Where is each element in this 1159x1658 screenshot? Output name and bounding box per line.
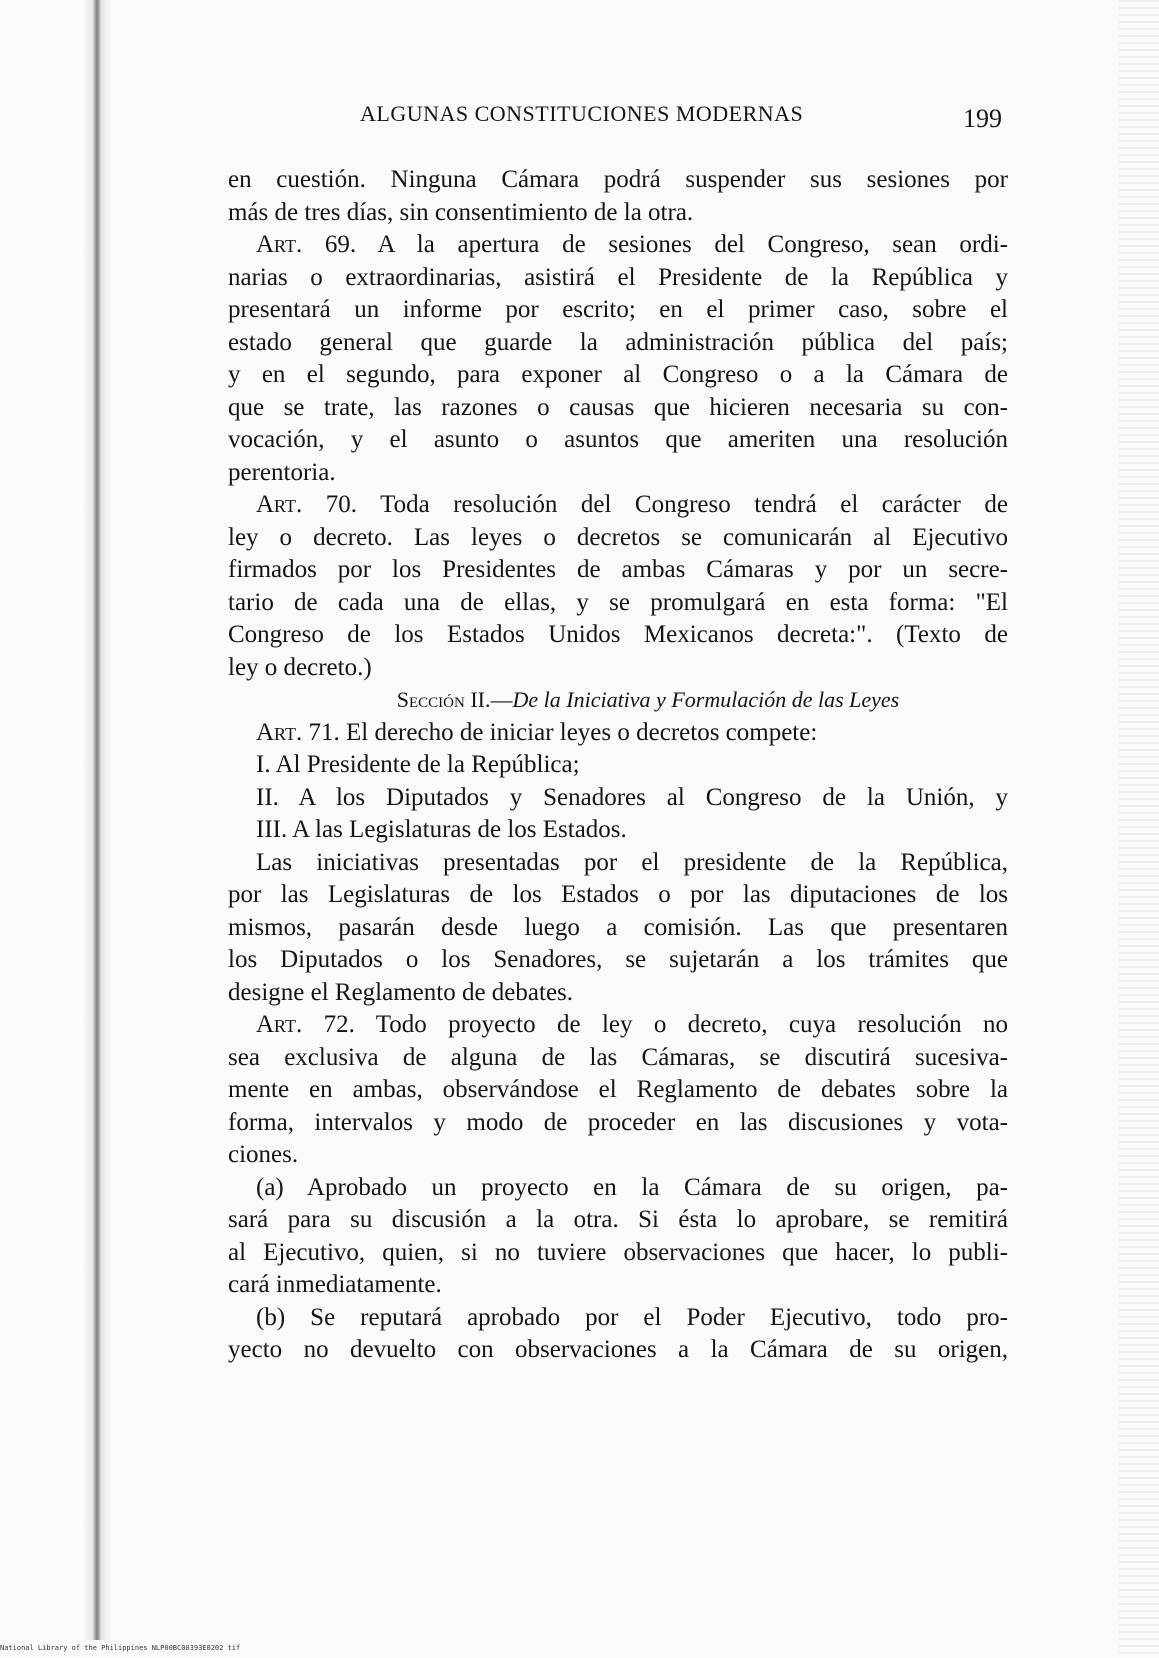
line-text: (a) Aprobado un proyecto en la Cámara de su origen, pa-: [256, 1173, 1008, 1201]
line-text: más de tres días, sin consentimiento de la otra.: [228, 198, 694, 226]
line-text: ciones.: [228, 1141, 299, 1168]
line-text: (b) Se reputará aprobado por el Poder Ejecutivo, todo pro-: [256, 1303, 1008, 1331]
section-label: Sección II.—: [396, 687, 513, 712]
text-line: [228, 944, 1008, 977]
line-text: mismos, pasarán desde luego a comisión. Las que presentaren: [228, 913, 1008, 941]
line-text: cará inmediatamente.: [228, 1271, 442, 1298]
text-line: [228, 619, 1008, 652]
text-line: [228, 457, 1008, 490]
text-line: [228, 782, 1008, 815]
text-line: [228, 814, 1008, 847]
section-heading: [228, 684, 1008, 717]
text-line: [228, 879, 1008, 912]
article-number: Art. 69.: [256, 231, 357, 258]
text-line: [228, 587, 1008, 620]
page-edge: [1119, 0, 1159, 1658]
text-line: [228, 294, 1008, 327]
line-text: Toda resolución del Congreso tendrá el carácter de: [357, 491, 1008, 518]
article-line: [228, 229, 1008, 262]
line-text: al Ejecutivo, quien, si no tuviere observaciones que hacer, lo publi-: [228, 1238, 1008, 1266]
article-line: [228, 717, 1008, 750]
line-text: El derecho de iniciar leyes o decretos compete:: [339, 718, 818, 746]
line-text: tario de cada una de ellas, y se promulgará en esta forma: "El: [228, 588, 1008, 616]
text-line: [228, 1204, 1008, 1237]
line-text: Congreso de los Estados Unidos Mexicanos decreta:". (Texto de: [228, 621, 1008, 648]
line-text: presentará un informe por escrito; en el primer caso, sobre el: [228, 296, 1008, 323]
text-line: [228, 554, 1008, 587]
text-line: [228, 522, 1008, 555]
text-line: [228, 424, 1008, 457]
text-line: [228, 392, 1008, 425]
page-number: 199: [963, 104, 1002, 133]
text-line: [228, 1139, 1008, 1172]
text-line: [228, 197, 1008, 230]
line-text: forma, intervalos y modo de proceder en las discusiones y vota-: [228, 1108, 1008, 1136]
scan-footer: National Library of the Philippines NLP00BC00393E0202 tif: [0, 1644, 241, 1652]
line-text: por las Legislaturas de los Estados o por las diputaciones de los: [228, 881, 1008, 908]
text-line: [228, 1172, 1008, 1205]
text-line: [228, 1074, 1008, 1107]
text-line: [228, 749, 1008, 782]
line-text: en cuestión. Ninguna Cámara podrá suspender sus sesiones por: [228, 166, 1008, 193]
text-line: [228, 1107, 1008, 1140]
article-number: Art. 71.: [256, 718, 340, 746]
line-text: ley o decreto. Las leyes o decretos se comunicarán al Ejecutivo: [228, 523, 1008, 551]
text-line: [228, 652, 1008, 685]
line-text: II. A los Diputados y Senadores al Congreso de la Unión, y: [256, 783, 1008, 811]
line-text: designe el Reglamento de debates.: [228, 978, 574, 1006]
line-text: perentoria.: [228, 458, 336, 486]
line-text: I. Al Presidente de la República;: [256, 751, 580, 778]
text-line: [228, 327, 1008, 360]
line-text: y en el segundo, para exponer al Congreso o a la Cámara de: [228, 361, 1008, 388]
text-line: [228, 262, 1008, 295]
article-line: [228, 1009, 1008, 1042]
line-text: ley o decreto.): [228, 653, 372, 681]
line-text: que se trate, las razones o causas que hicieren necesaria su con-: [228, 393, 1008, 421]
text-line: [228, 359, 1008, 392]
book-binding-shadow: [82, 0, 112, 1640]
text-line: [228, 1269, 1008, 1302]
article-line: [228, 489, 1008, 522]
line-text: mente en ambas, observándose el Reglamento de debates sobre la: [228, 1076, 1008, 1103]
line-text: estado general que guarde la administración pública del país;: [228, 328, 1008, 356]
line-text: Las iniciativas presentadas por el presidente de la República,: [256, 848, 1008, 876]
running-header: ALGUNAS CONSTITUCIONES MODERNAS: [360, 101, 804, 126]
line-text: vocación, y el asunto o asuntos que ameriten una resolución: [228, 426, 1008, 453]
text-line: [228, 1334, 1008, 1367]
article-number: Art. 72.: [256, 1011, 355, 1038]
article-number: Art. 70.: [256, 491, 357, 518]
page-body: [228, 164, 1008, 1367]
line-text: III. A las Legislaturas de los Estados.: [256, 816, 627, 843]
text-line: [228, 1237, 1008, 1270]
line-text: narias o extraordinarias, asistirá el Presidente de la República y: [228, 263, 1008, 291]
line-text: sea exclusiva de alguna de las Cámaras, se discutirá sucesiva-: [228, 1043, 1008, 1071]
line-text: los Diputados o los Senadores, se sujetarán a los trámites que: [228, 946, 1008, 973]
text-line: [228, 164, 1008, 197]
text-line: [228, 1302, 1008, 1335]
line-text: firmados por los Presidentes de ambas Cámaras y por un secre-: [228, 556, 1008, 583]
text-line: [228, 912, 1008, 945]
line-text: sará para su discusión a la otra. Si ésta lo aprobare, se remitirá: [228, 1206, 1008, 1233]
line-text: yecto no devuelto con observaciones a la Cámara de su origen,: [228, 1336, 1008, 1363]
section-title: De la Iniciativa y Formulación de las Leyes: [512, 687, 900, 712]
text-line: [228, 977, 1008, 1010]
text-line: [228, 1042, 1008, 1075]
text-line: [228, 847, 1008, 880]
line-text: A la apertura de sesiones del Congreso, sean ordi-: [356, 231, 1008, 258]
line-text: Todo proyecto de ley o decreto, cuya resolución no: [354, 1011, 1008, 1038]
